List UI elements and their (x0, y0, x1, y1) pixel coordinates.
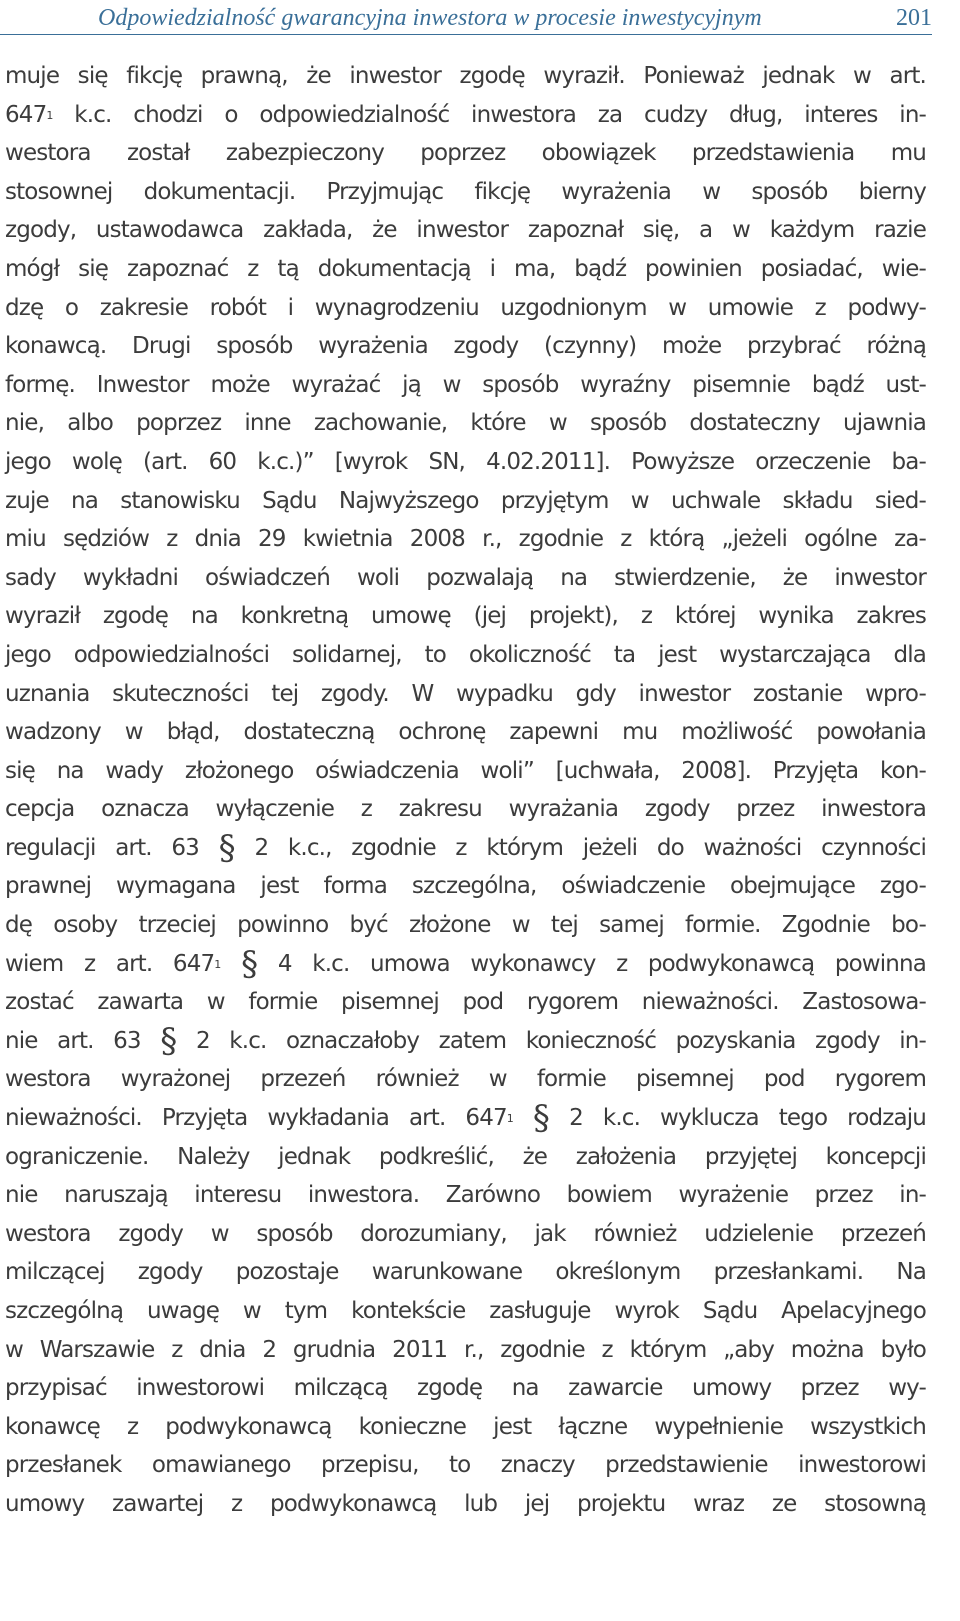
text-line: w Warszawie z dnia 2 grudnia 2011 r., zgodnie z którym „aby można było (5, 1336, 926, 1363)
text-line: wiem z art. $647^1$ § 4 k.c. umowa wykonawcy z podwykonawcą powinna (5, 943, 927, 984)
text-line: sady wykładni oświadczeń woli pozwalają na stwierdzenie, że inwestor (5, 564, 926, 591)
text-line: się na wady złożonego oświadczenia woli” [uchwała, 2008]. Przyjęta kon- (5, 757, 926, 784)
text-line: $647^1$ k.c. chodzi o odpowiedzialność inwestora za cudzy dług, interes in- (5, 101, 926, 128)
text-line: formę. Inwestor może wyrażać ją w sposób wyraźny pisemnie bądź ust- (5, 371, 926, 398)
text-line: ograniczenie. Należy jednak podkreślić, że założenia przyjętej koncepcji (5, 1143, 926, 1170)
text-line: milczącej zgody pozostaje warunkowane określonym przesłankami. Na (5, 1259, 926, 1286)
text-line: umowy zawartej z podwykonawcą lub jej projektu wraz ze stosowną (5, 1490, 926, 1517)
text-line: konawcę z podwykonawcą konieczne jest łączne wypełnienie wszystkich (5, 1413, 926, 1440)
text-line: dzę o zakresie robót i wynagrodzeniu uzgodnionym w umowie z podwy- (5, 294, 926, 321)
running-header (0, 0, 932, 35)
text-line: westora zgody w sposób dorozumiany, jak również udzielenie przezeń (5, 1220, 926, 1247)
text-line: zostać zawarta w formie pisemnej pod rygorem nieważności. Zastosowa- (5, 989, 926, 1016)
page-number: 201 (896, 5, 932, 31)
text-line: prawnej wymagana jest forma szczególna, oświadczenie obejmujące zgo- (5, 873, 926, 900)
text-line: nie art. 63 § 2 k.c. oznaczałoby zatem konieczność pozyskania zgody in- (5, 1020, 926, 1061)
text-line: uznania skuteczności tej zgody. W wypadku gdy inwestor zostanie wpro- (5, 680, 926, 707)
text-line: zgody, ustawodawca zakłada, że inwestor zapoznał się, a w każdym razie (5, 217, 926, 244)
text-line: przypisać inwestorowi milczącą zgodę na zawarcie umowy przez wy- (5, 1375, 926, 1402)
text-line: nieważności. Przyjęta wykładania art. $647^1$ § 2 k.c. wyklucza tego rodzaju (5, 1098, 926, 1139)
text-line: westora został zabezpieczony poprzez obowiązek przedstawienia mu (5, 140, 926, 167)
text-line: szczególną uwagę w tym kontekście zasługuje wyrok Sądu Apelacyjnego (5, 1298, 926, 1324)
text-line: wadzony w błąd, dostateczną ochronę zapewni mu możliwość powołania (5, 719, 926, 746)
text-line: nie naruszają interesu inwestora. Zarówno bowiem wyrażenie przez in- (5, 1182, 926, 1209)
text-line: dę osoby trzeciej powinno być złożone w tej samej formie. Zgodnie bo- (5, 912, 926, 939)
header-title: Odpowiedzialność gwarancyjna inwestora w procesie inwestycyjnym (98, 5, 762, 31)
text-line: miu sędziów z dnia 29 kwietnia 2008 r., zgodnie z którą „jeżeli ogólne za- (5, 526, 926, 553)
text-line: stosownej dokumentacji. Przyjmując fikcję wyrażenia w sposób bierny (5, 178, 926, 205)
text-line: nie, albo poprzez inne zachowanie, które w sposób dostateczny ujawnia (5, 410, 926, 437)
text-line: regulacji art. 63 § 2 k.c., zgodnie z którym jeżeli do ważności czynności (5, 827, 926, 868)
text-line: muje się fikcję prawną, że inwestor zgodę wyraził. Ponieważ jednak w art. (5, 63, 926, 89)
body-text (5, 57, 926, 1524)
text-line: jego odpowiedzialności solidarnej, to okoliczność ta jest wystarczająca dla (5, 641, 926, 668)
text-line: jego wolę (art. 60 k.c.)” [wyrok SN, 4.02.2011]. Powyższe orzeczenie ba- (5, 448, 926, 475)
text-line: westora wyrażonej przezeń również w formie pisemnej pod rygorem (5, 1066, 926, 1093)
text-line: mógł się zapoznać z tą dokumentacją i ma, bądź powinien posiadać, wie- (5, 255, 926, 282)
text-line: konawcą. Drugi sposób wyrażenia zgody (czynny) może przybrać różną (5, 333, 926, 360)
text-line: cepcja oznacza wyłączenie z zakresu wyrażania zgody przez inwestora (5, 796, 926, 823)
text-line: przesłanek omawianego przepisu, to znaczy przedstawienie inwestorowi (5, 1452, 926, 1479)
text-line: zuje na stanowisku Sądu Najwyższego przyjętym w uchwale składu sied- (5, 487, 926, 514)
text-line: wyraził zgodę na konkretną umowę (jej projekt), z której wynika zakres (5, 603, 926, 630)
